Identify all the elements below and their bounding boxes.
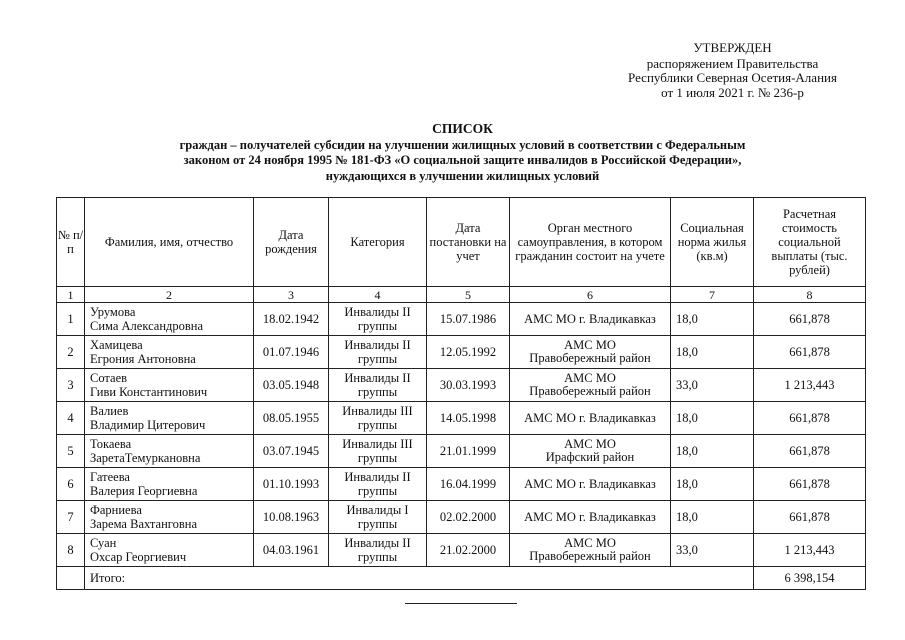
row-birth-date: 01.07.1946	[254, 336, 329, 369]
header-housing-norm: Социальная норма жилья (кв.м)	[671, 198, 754, 287]
row-full-name	[85, 435, 254, 468]
row-authority	[510, 303, 671, 336]
row-authority-line-1: АМС МО	[564, 371, 616, 385]
row-registration-date: 12.05.1992	[427, 336, 510, 369]
row-number: 1	[57, 303, 85, 336]
row-authority-line-1: АМС МО г. Владикавказ	[524, 476, 656, 491]
table-row	[57, 435, 866, 468]
row-payment-cost: 661,878	[754, 435, 866, 468]
row-category-line-2: группы	[357, 550, 398, 564]
row-category-line-1: Инвалиды II	[344, 536, 411, 550]
column-number: 6	[510, 287, 671, 303]
row-number: 8	[57, 534, 85, 567]
row-housing-norm: 18,0	[671, 501, 754, 534]
approval-line-2: Республики Северная Осетия-Алания	[628, 70, 837, 85]
header-registration-date: Дата постановки на учет	[427, 198, 510, 287]
row-payment-cost: 1 213,443	[754, 534, 866, 567]
row-birth-date: 01.10.1993	[254, 468, 329, 501]
row-category-line-1: Инвалиды III	[342, 437, 413, 451]
row-category-line-1: Инвалиды II	[344, 371, 411, 385]
row-authority-line-2: Правобережный район	[529, 351, 651, 365]
row-category-line-1: Инвалиды II	[344, 305, 411, 319]
table-row	[57, 303, 866, 336]
row-surname: Гатеева	[90, 470, 130, 484]
row-number: 4	[57, 402, 85, 435]
approval-line-1: распоряжением Правительства	[646, 55, 819, 71]
total-label: Итого:	[85, 567, 754, 590]
total-row	[57, 567, 866, 590]
row-category-line-2: группы	[357, 517, 398, 531]
row-number: 5	[57, 435, 85, 468]
row-surname: Урумова	[90, 305, 136, 319]
row-surname: Фарниева	[90, 503, 142, 517]
header-authority: Орган местного самоуправления, в котором гражданин состоит на учете	[510, 198, 671, 287]
row-birth-date: 03.05.1948	[254, 369, 329, 402]
row-registration-date: 16.04.1999	[427, 468, 510, 501]
row-payment-cost: 661,878	[754, 468, 866, 501]
row-given-name: Сима Александровна	[90, 319, 204, 333]
document-heading	[60, 121, 865, 184]
row-category-line-2: группы	[357, 451, 398, 465]
row-given-name: Валерия Георгиевна	[90, 484, 198, 498]
row-number: 3	[57, 369, 85, 402]
row-birth-date: 08.05.1955	[254, 402, 329, 435]
row-given-name: Егрония Антоновна	[90, 352, 196, 366]
row-surname: Сотаев	[90, 371, 128, 385]
document-title: СПИСОК	[432, 121, 493, 136]
row-given-name: Владимир Цитерович	[90, 418, 206, 432]
approval-line-3: от 1 июля 2021 г. № 236-р	[661, 84, 804, 100]
column-number: 8	[754, 287, 866, 303]
row-category	[329, 369, 427, 402]
total-value: 6 398,154	[754, 567, 866, 590]
row-birth-date: 18.02.1942	[254, 303, 329, 336]
row-housing-norm: 18,0	[671, 402, 754, 435]
row-given-name: Зарема Вахтанговна	[90, 517, 197, 531]
row-registration-date: 21.01.1999	[427, 435, 510, 468]
row-authority-line-1: АМС МО г. Владикавказ	[524, 509, 656, 524]
row-authority	[510, 435, 671, 468]
column-number: 3	[254, 287, 329, 303]
row-category-line-1: Инвалиды II	[344, 338, 411, 352]
row-full-name	[85, 336, 254, 369]
row-category	[329, 534, 427, 567]
row-birth-date: 10.08.1963	[254, 501, 329, 534]
row-authority-line-2: Правобережный район	[529, 549, 651, 563]
approval-block	[560, 41, 905, 100]
row-housing-norm: 33,0	[671, 369, 754, 402]
heading-line-3: нуждающихся в улучшении жилищных условий	[325, 168, 600, 183]
row-full-name	[85, 501, 254, 534]
row-category	[329, 468, 427, 501]
row-number: 7	[57, 501, 85, 534]
row-authority	[510, 501, 671, 534]
row-authority	[510, 369, 671, 402]
row-payment-cost: 1 213,443	[754, 369, 866, 402]
header-payment-cost: Расчетная стоимость социальной выплаты (тыс. рублей)	[754, 198, 866, 287]
row-housing-norm: 18,0	[671, 435, 754, 468]
row-housing-norm: 18,0	[671, 468, 754, 501]
row-authority	[510, 468, 671, 501]
column-number: 4	[329, 287, 427, 303]
row-given-name: Охсар Георгиевич	[90, 550, 187, 564]
row-category-line-1: Инвалиды II	[344, 470, 411, 484]
row-authority-line-2: Ирафский район	[545, 450, 635, 464]
table-row	[57, 534, 866, 567]
closing-rule	[405, 603, 517, 604]
row-given-name: ЗаретаТемуркановна	[90, 451, 201, 465]
row-registration-date: 02.02.2000	[427, 501, 510, 534]
row-surname: Токаева	[90, 437, 132, 451]
row-category	[329, 435, 427, 468]
table-body	[57, 303, 866, 567]
row-category-line-1: Инвалиды I	[346, 503, 409, 517]
heading-line-1: граждан – получателей субсидии на улучшении жилищных условий в соответствии с Федеральным	[179, 137, 746, 152]
row-payment-cost: 661,878	[754, 402, 866, 435]
header-number: № п/п	[57, 198, 85, 287]
row-number: 2	[57, 336, 85, 369]
row-authority	[510, 336, 671, 369]
row-category-line-2: группы	[357, 352, 398, 366]
table-row	[57, 369, 866, 402]
row-category	[329, 402, 427, 435]
row-surname: Суан	[90, 536, 117, 550]
row-category	[329, 336, 427, 369]
row-payment-cost: 661,878	[754, 336, 866, 369]
row-full-name	[85, 303, 254, 336]
row-category	[329, 501, 427, 534]
header-category: Категория	[329, 198, 427, 287]
row-registration-date: 21.02.2000	[427, 534, 510, 567]
recipients-table	[56, 197, 866, 590]
row-registration-date: 30.03.1993	[427, 369, 510, 402]
table-row	[57, 336, 866, 369]
row-payment-cost: 661,878	[754, 303, 866, 336]
row-authority	[510, 402, 671, 435]
row-category-line-2: группы	[357, 319, 398, 333]
row-full-name	[85, 402, 254, 435]
row-housing-norm: 33,0	[671, 534, 754, 567]
row-authority-line-2: Правобережный район	[529, 384, 651, 398]
row-category	[329, 303, 427, 336]
column-number-row	[57, 287, 866, 303]
row-category-line-2: группы	[357, 385, 398, 399]
column-number: 7	[671, 287, 754, 303]
row-full-name	[85, 468, 254, 501]
row-category-line-2: группы	[357, 484, 398, 498]
row-housing-norm: 18,0	[671, 303, 754, 336]
row-category-line-2: группы	[357, 418, 398, 432]
table-header-row	[57, 198, 866, 287]
row-registration-date: 14.05.1998	[427, 402, 510, 435]
heading-line-2: законом от 24 ноября 1995 № 181-ФЗ «О социальной защите инвалидов в Российской Федерации»,	[183, 153, 742, 167]
row-surname: Хамицева	[90, 338, 143, 352]
row-full-name	[85, 369, 254, 402]
row-category-line-1: Инвалиды III	[342, 404, 413, 418]
approval-title: УТВЕРЖДЕН	[693, 40, 772, 55]
row-registration-date: 15.07.1986	[427, 303, 510, 336]
row-payment-cost: 661,878	[754, 501, 866, 534]
row-authority-line-1: АМС МО	[564, 536, 616, 550]
row-authority-line-1: АМС МО	[564, 338, 616, 352]
row-authority-line-1: АМС МО г. Владикавказ	[524, 410, 656, 425]
row-full-name	[85, 534, 254, 567]
row-authority-line-1: АМС МО г. Владикавказ	[524, 311, 656, 326]
header-birth-date: Дата рождения	[254, 198, 329, 287]
row-birth-date: 04.03.1961	[254, 534, 329, 567]
table-row	[57, 501, 866, 534]
total-empty-cell	[57, 567, 85, 590]
row-given-name: Гиви Константинович	[90, 385, 208, 399]
table-row	[57, 468, 866, 501]
row-surname: Валиев	[90, 404, 129, 418]
column-number: 2	[85, 287, 254, 303]
row-authority-line-1: АМС МО	[564, 437, 616, 451]
row-birth-date: 03.07.1945	[254, 435, 329, 468]
header-full-name: Фамилия, имя, отчество	[85, 198, 254, 287]
table-row	[57, 402, 866, 435]
column-number: 5	[427, 287, 510, 303]
row-housing-norm: 18,0	[671, 336, 754, 369]
column-number: 1	[57, 287, 85, 303]
row-number: 6	[57, 468, 85, 501]
row-authority	[510, 534, 671, 567]
